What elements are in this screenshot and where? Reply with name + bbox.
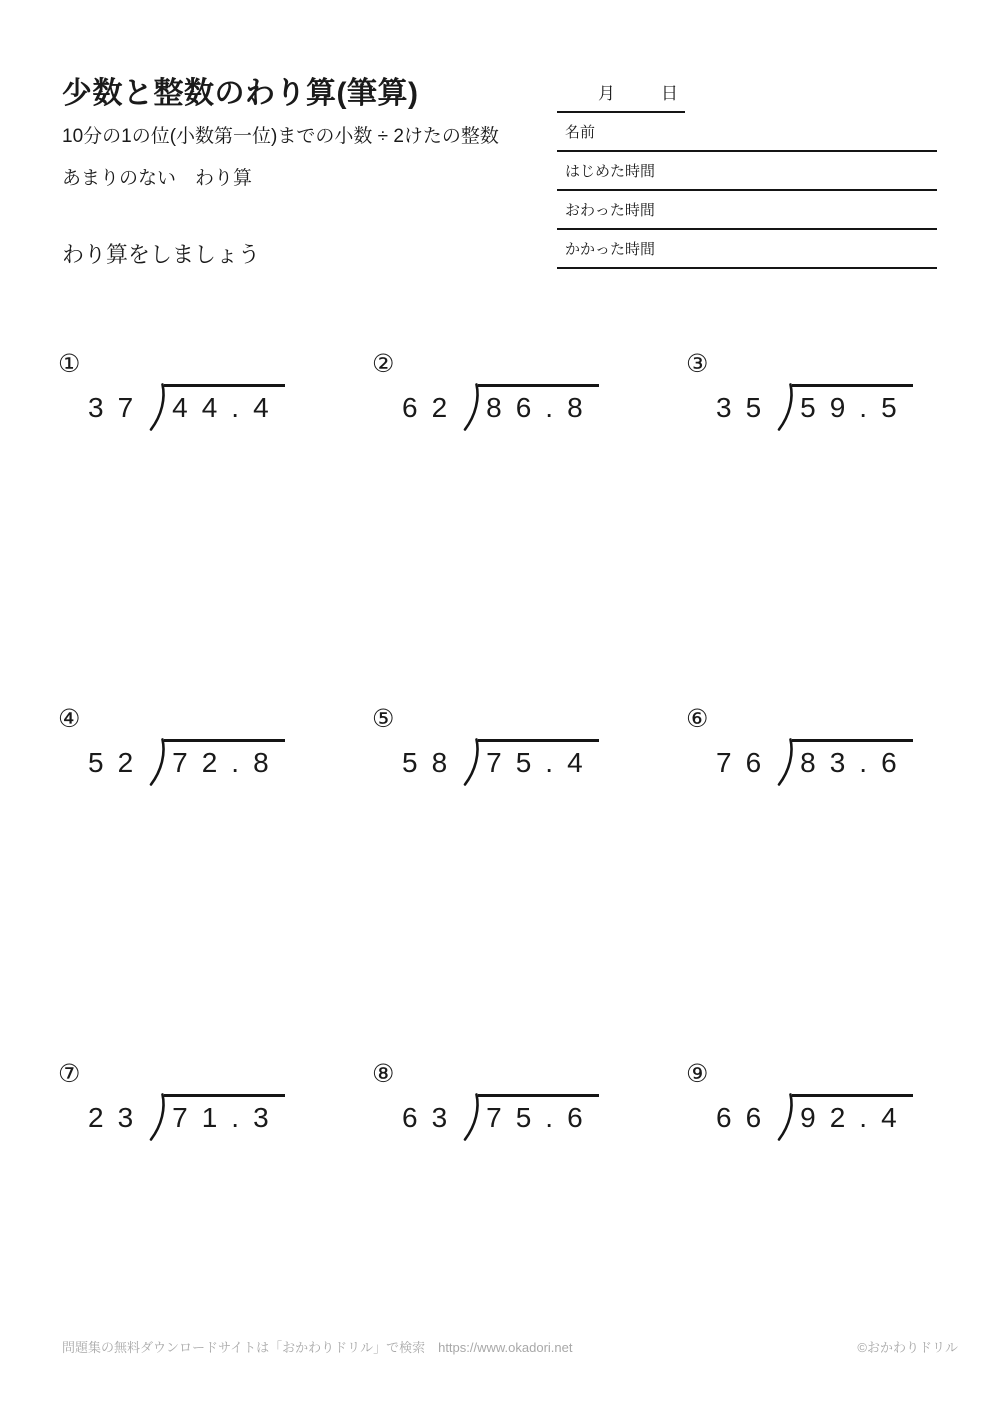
problem-9 [686, 1060, 1000, 1415]
footer-copyright: ©おかわりドリル [857, 1340, 958, 1355]
problem-number: ③ [686, 350, 709, 378]
problem-2 [372, 350, 686, 705]
long-division [716, 739, 1000, 785]
problem-number: ② [372, 350, 395, 378]
dividend: 72.8 [164, 739, 285, 779]
divisor: 76 [716, 746, 776, 778]
problem-number: ⑧ [372, 1060, 395, 1088]
long-division [402, 1094, 686, 1140]
divisor: 37 [88, 391, 148, 423]
problem-1 [58, 350, 372, 705]
long-division [402, 384, 686, 430]
start-time-label: はじめた時間 [565, 163, 656, 180]
long-division [402, 739, 686, 785]
divisor: 63 [402, 1101, 462, 1133]
header-form [557, 79, 937, 269]
divisor: 23 [88, 1101, 148, 1133]
divisor: 52 [88, 746, 148, 778]
problem-number: ⑤ [372, 705, 395, 733]
divisor: 62 [402, 391, 462, 423]
name-label: 名前 [565, 124, 596, 141]
dividend: 71.3 [164, 1094, 285, 1134]
dividend: 59.5 [792, 384, 913, 424]
divisor: 58 [402, 746, 462, 778]
divisor: 66 [716, 1101, 776, 1133]
page-footer [62, 1337, 958, 1356]
worksheet-condition: あまりのない わり算 [62, 168, 253, 189]
month-label: 月 [598, 84, 615, 103]
long-division [88, 1094, 372, 1140]
divisor: 35 [716, 391, 776, 423]
problems-grid [58, 350, 1000, 1415]
problem-6 [686, 705, 1000, 1060]
long-division [88, 384, 372, 430]
date-row [557, 79, 685, 113]
worksheet-title: 少数と整数のわり算(筆算) [62, 77, 419, 110]
worksheet-subtitle: 10分の1の位(小数第一位)までの小数 ÷ 2けたの整数 [62, 126, 499, 147]
dividend: 75.4 [478, 739, 599, 779]
problem-5 [372, 705, 686, 1060]
elapsed-time-label: かかった時間 [565, 241, 656, 258]
problem-4 [58, 705, 372, 1060]
problem-number: ⑦ [58, 1060, 81, 1088]
dividend: 86.8 [478, 384, 599, 424]
day-label: 日 [661, 84, 678, 103]
problem-8 [372, 1060, 686, 1415]
worksheet-instruction: わり算をしましょう [62, 242, 261, 267]
dividend: 44.4 [164, 384, 285, 424]
end-time-field [557, 191, 937, 230]
long-division [88, 739, 372, 785]
problem-number: ④ [58, 705, 81, 733]
dividend: 92.4 [792, 1094, 913, 1134]
name-field [557, 113, 937, 152]
end-time-label: おわった時間 [565, 202, 655, 219]
dividend: 83.6 [792, 739, 913, 779]
problem-7 [58, 1060, 372, 1415]
dividend: 75.6 [478, 1094, 599, 1134]
footer-site-note: 問題集の無料ダウンロードサイトは「おかわりドリル」で検索 https://www.okadori.net [62, 1340, 573, 1355]
long-division [716, 384, 1000, 430]
problem-number: ⑨ [686, 1060, 709, 1088]
problem-number: ⑥ [686, 705, 709, 733]
start-time-field [557, 152, 937, 191]
problem-3 [686, 350, 1000, 705]
elapsed-time-field [557, 230, 937, 269]
long-division [716, 1094, 1000, 1140]
problem-number: ① [58, 350, 81, 378]
